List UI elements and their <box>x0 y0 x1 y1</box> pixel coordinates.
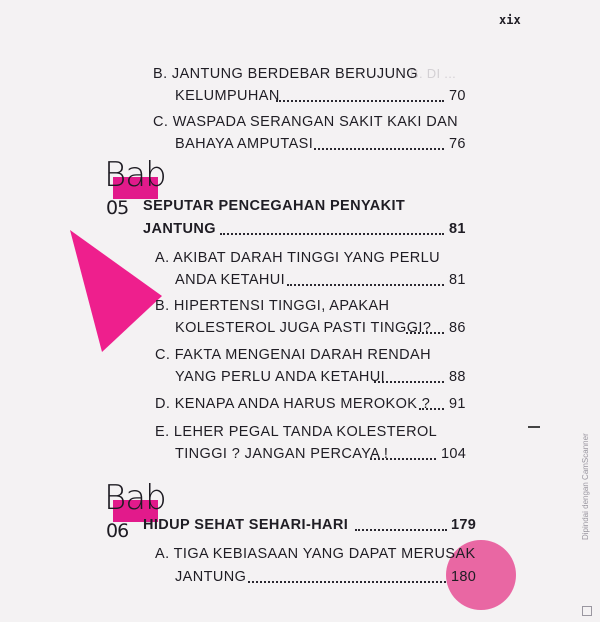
leader-dots <box>248 581 446 583</box>
chapter-badge-number: 05 <box>106 197 129 219</box>
toc-entry-label: D. KENAPA ANDA HARUS MEROKOK ? <box>155 396 431 412</box>
chapter-badge-number: 06 <box>106 520 129 542</box>
leader-dots <box>419 408 444 410</box>
leader-dots <box>314 148 444 150</box>
toc-entry-label: YANG PERLU ANDA KETAHUI <box>175 369 386 385</box>
toc-entry-label: B. JANTUNG BERDEBAR BERUJUNG <box>153 66 418 82</box>
chapter-title: JANTUNG <box>143 221 216 237</box>
leader-dots <box>355 529 447 531</box>
scanner-logo-icon <box>582 606 592 616</box>
leader-dots <box>374 381 444 383</box>
leader-dots <box>406 332 444 334</box>
chapter-badge-label: Bab <box>104 155 166 195</box>
toc-page-number: 88 <box>449 369 466 385</box>
leader-dots <box>370 458 436 460</box>
scanner-watermark: Dipindai dengan CamScanner <box>581 433 590 540</box>
chapter-page-number: 179 <box>451 517 477 533</box>
triangle-decoration <box>66 226 166 356</box>
stray-mark <box>528 426 540 428</box>
toc-entry-label: TINGGI ? JANGAN PERCAYA ! <box>175 446 389 462</box>
bleed-through: B. DI ... <box>410 66 457 81</box>
toc-entry-label: ANDA KETAHUI <box>175 272 286 288</box>
toc-page-number: 180 <box>451 569 477 585</box>
toc-page-number: 91 <box>449 396 466 412</box>
toc-page-number: 76 <box>449 136 466 152</box>
leader-dots <box>220 233 444 235</box>
toc-page-number: 81 <box>449 272 466 288</box>
chapter-title: SEPUTAR PENCEGAHAN PENYAKIT <box>143 198 406 214</box>
toc-entry-label: C. FAKTA MENGENAI DARAH RENDAH <box>155 347 431 363</box>
leader-dots <box>287 284 444 286</box>
chapter-title: HIDUP SEHAT SEHARI-HARI <box>143 517 349 533</box>
toc-page-number: 86 <box>449 320 466 336</box>
toc-entry-label: KELUMPUHAN <box>175 88 280 104</box>
toc-entry-label: E. LEHER PEGAL TANDA KOLESTEROL <box>155 424 438 440</box>
leader-dots <box>276 100 444 102</box>
toc-entry-label: KOLESTEROL JUGA PASTI TINGGI? <box>175 320 432 336</box>
toc-entry-label: A. TIGA KEBIASAAN YANG DAPAT MERUSAK <box>155 546 476 562</box>
toc-page-number: 104 <box>441 446 467 462</box>
toc-entry-label: A. AKIBAT DARAH TINGGI YANG PERLU <box>155 250 441 266</box>
toc-entry-label: C. WASPADA SERANGAN SAKIT KAKI DAN <box>153 114 459 130</box>
toc-entry-label: B. HIPERTENSI TINGGI, APAKAH <box>155 298 390 314</box>
chapter-page-number: 81 <box>449 221 466 237</box>
toc-page-number: 70 <box>449 88 466 104</box>
page-number: xix <box>499 13 521 27</box>
toc-entry-label: JANTUNG <box>175 569 247 585</box>
chapter-badge-label: Bab <box>104 478 166 518</box>
toc-entry-label: BAHAYA AMPUTASI <box>175 136 314 152</box>
